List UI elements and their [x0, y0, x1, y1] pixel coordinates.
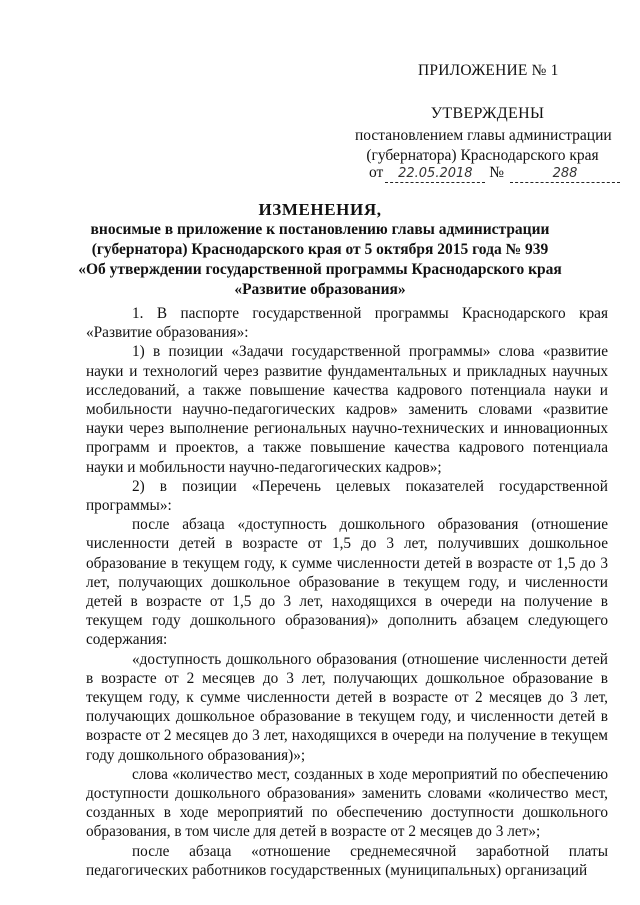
- handwritten-number: 288: [510, 166, 620, 183]
- approval-line-1: постановлением главы администрации: [355, 127, 612, 144]
- body-paragraph: 2) в позиции «Перечень целевых показателей государственной программы»:: [86, 477, 608, 515]
- number-prefix: №: [489, 164, 504, 181]
- changes-heading: [60, 200, 580, 300]
- approval-line-2: (губернатора) Краснодарского края: [366, 147, 599, 164]
- heading-line-3: «Об утверждении государственной программы Краснодарского края: [78, 261, 562, 278]
- heading-title: ИЗМЕНЕНИЯ,: [258, 200, 382, 219]
- appendix-label: ПРИЛОЖЕНИЕ № 1: [418, 62, 559, 79]
- body-paragraph: 1) в позиции «Задачи государственной программы» слова «развитие науки и технологий через развитие фундаментальных и прикладных научных исследований, а также повышение качества кадрового потенциала науки и мобильности научно-педагогических кадров» заменить словами «развитие науки через выполнение региональных научно-технических и инновационных программ и проектов, а также повышение качества кадрового потенциала науки и мобильности научно-педагогических кадров»;: [86, 343, 608, 476]
- heading-line-2: (губернатора) Краснодарского края от 5 октября 2015 года № 939: [91, 241, 549, 258]
- body-paragraph: после абзаца «отношение среднемесячной заработной платы педагогических работников государственных (муниципальных) организаций: [86, 842, 608, 879]
- heading-line-1: вносимые в приложение к постановлению главы администрации: [90, 221, 550, 238]
- body-paragraph: «доступность дошкольного образования (отношение численности детей в возрасте от 2 месяцев до 3 лет, получающих дошкольное образование в текущем году, к сумме численности детей в возрасте от 2 месяцев до 3 лет, получающих дошкольное образование в текущем году, и численности детей в возрасте от 2 месяцев до 3 лет, находящихся в очереди на получение в текущем году дошкольного образования)»;: [86, 650, 608, 764]
- heading-line-4: «Развитие образования»: [234, 281, 406, 298]
- date-prefix: от: [369, 164, 384, 181]
- approval-title: УТВЕРЖДЕНЫ: [430, 105, 545, 122]
- document-body: [86, 304, 608, 880]
- approval-block: [355, 104, 610, 166]
- handwritten-date: 22.05.2018: [385, 166, 485, 183]
- body-paragraph: слова «количество мест, созданных в ходе мероприятий по обеспечению доступности дошкольного образования» заменить словами «количество мест, созданных в ходе мероприятий по обеспечению доступности дошкольного образования, в том числе для детей в возрасте от 2 месяцев до 3 лет»;: [86, 765, 608, 841]
- date-number-row: [369, 164, 620, 183]
- body-paragraph: 1. В паспорте государственной программы Краснодарского края «Развитие образования»:: [86, 305, 608, 342]
- body-paragraph: после абзаца «доступность дошкольного образования (отношение численности детей в возрасте от 1,5 до 3 лет, получивших дошкольное образование в текущем году, к сумме численности детей в возрасте от 1,5 до 3 лет, получающих дошкольное образование в текущем году, и численности детей в возрасте от 1,5 до 3 лет, находящихся в очереди на получение в текущем году дошкольного образования)» дополнить абзацем следующего содержания:: [86, 516, 608, 649]
